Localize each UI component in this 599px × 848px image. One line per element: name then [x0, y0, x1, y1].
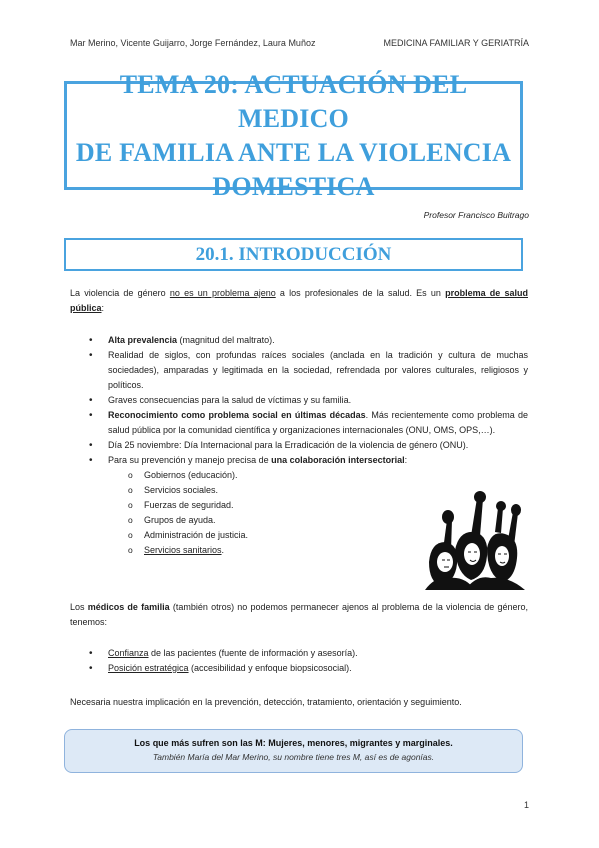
bullet-4-bold: Reconocimiento como problema social en últimas décadas — [108, 410, 366, 420]
professor-name: Profesor Francisco Buitrago — [423, 210, 529, 220]
header-authors: Mar Merino, Vicente Guijarro, Jorge Fernández, Laura Muñoz — [70, 38, 316, 48]
intro-paragraph — [70, 286, 528, 316]
intro-text-2: a los profesionales de la salud. Es un — [275, 288, 446, 298]
medicos-bullet-list — [70, 646, 528, 676]
quote-line-2: También María del Mar Merino, su nombre tiene tres M, así es de agonías. — [152, 752, 435, 762]
bullet-6-post: : — [404, 455, 408, 465]
list-item: • Realidad de siglos, con profundas raíces sociales (anclada en la tradición y cultura de muchas sociedades), amparadas y legitimada en la sociedad, refrendada por valores culturales, religiosos y políticos. — [70, 348, 528, 393]
title-line-2: DE FAMILIA ANTE LA VIOLENCIA — [75, 137, 512, 167]
list-item — [70, 661, 528, 676]
sub-list-item: o Grupos de ayuda. — [70, 513, 528, 528]
page-number: 1 — [523, 800, 529, 810]
title-line-3: DOMESTICA — [212, 171, 375, 201]
document-title — [67, 68, 520, 204]
list-item: • Graves consecuencias para la salud de víctimas y su familia. — [70, 393, 528, 408]
section-box — [64, 238, 523, 271]
intro-public-health: problema de salud pública — [70, 288, 528, 313]
medicos-post: (también otros) no podemos permanecer ajenos al problema de la violencia de género, tenemos: — [70, 602, 528, 627]
necesaria-paragraph: Necesaria nuestra implicación en la prevención, detección, tratamiento, orientación y seguimiento. — [70, 697, 462, 707]
bullet-1-bold: Alta prevalencia — [108, 335, 178, 345]
intro-underline: no es un problema ajeno — [169, 288, 276, 298]
sub-list-item: o Administración de justicia. — [70, 528, 528, 543]
list-item: • Día 25 noviembre: Día Internacional para la Erradicación de la violencia de género (ONU). — [70, 438, 528, 453]
sub-list-item: o Gobiernos (educación). — [70, 468, 528, 483]
medicos-paragraph — [70, 600, 528, 630]
medicos-pre: Los — [70, 602, 88, 612]
bullet-4-text: . Más recientemente como problema de salud pública por la comunidad científica y organizaciones internacionales (ONU, OMS, OPS,…). — [108, 410, 528, 435]
sanitary-services: Servicios sanitarios — [144, 545, 222, 555]
confianza: Confianza — [108, 648, 149, 658]
sub-period: . — [221, 545, 225, 555]
bullet-6-pre: Para su prevención y manejo precisa de — [108, 455, 272, 465]
intro-colon: : — [101, 303, 105, 313]
confianza-text: de las pacientes (fuente de información y asesoría). — [148, 648, 358, 658]
intro-text-1: La violencia de género — [70, 288, 170, 298]
title-line-1: TEMA 20: ACTUACIÓN DEL MEDICO — [119, 69, 468, 133]
protest-women-illustration — [425, 490, 525, 590]
posicion-text: (accesibilidad y enfoque biopsicosocial). — [188, 663, 352, 673]
title-box — [64, 69, 523, 201]
list-item — [70, 646, 528, 661]
header-subject: MEDICINA FAMILIAR Y GERIATRÍA — [383, 38, 529, 48]
list-item — [70, 453, 528, 468]
quote-box — [64, 729, 523, 773]
medicos-bold: médicos de familia — [87, 602, 170, 612]
list-item — [70, 333, 528, 348]
section-heading: 20.1. INTRODUCCIÓN — [195, 243, 392, 265]
bullet-6-bold: una colaboración intersectorial — [271, 455, 405, 465]
quote-line-1: Los que más sufren son las M: Mujeres, menores, migrantes y marginales. — [134, 738, 453, 748]
sub-list-item: o Fuerzas de seguridad. — [70, 498, 528, 513]
bullet-1-text: (magnitud del maltrato). — [177, 335, 275, 345]
posicion-estrategica: Posición estratégica — [108, 663, 189, 673]
sub-list-item: o Servicios sociales. — [70, 483, 528, 498]
list-item — [70, 408, 528, 438]
